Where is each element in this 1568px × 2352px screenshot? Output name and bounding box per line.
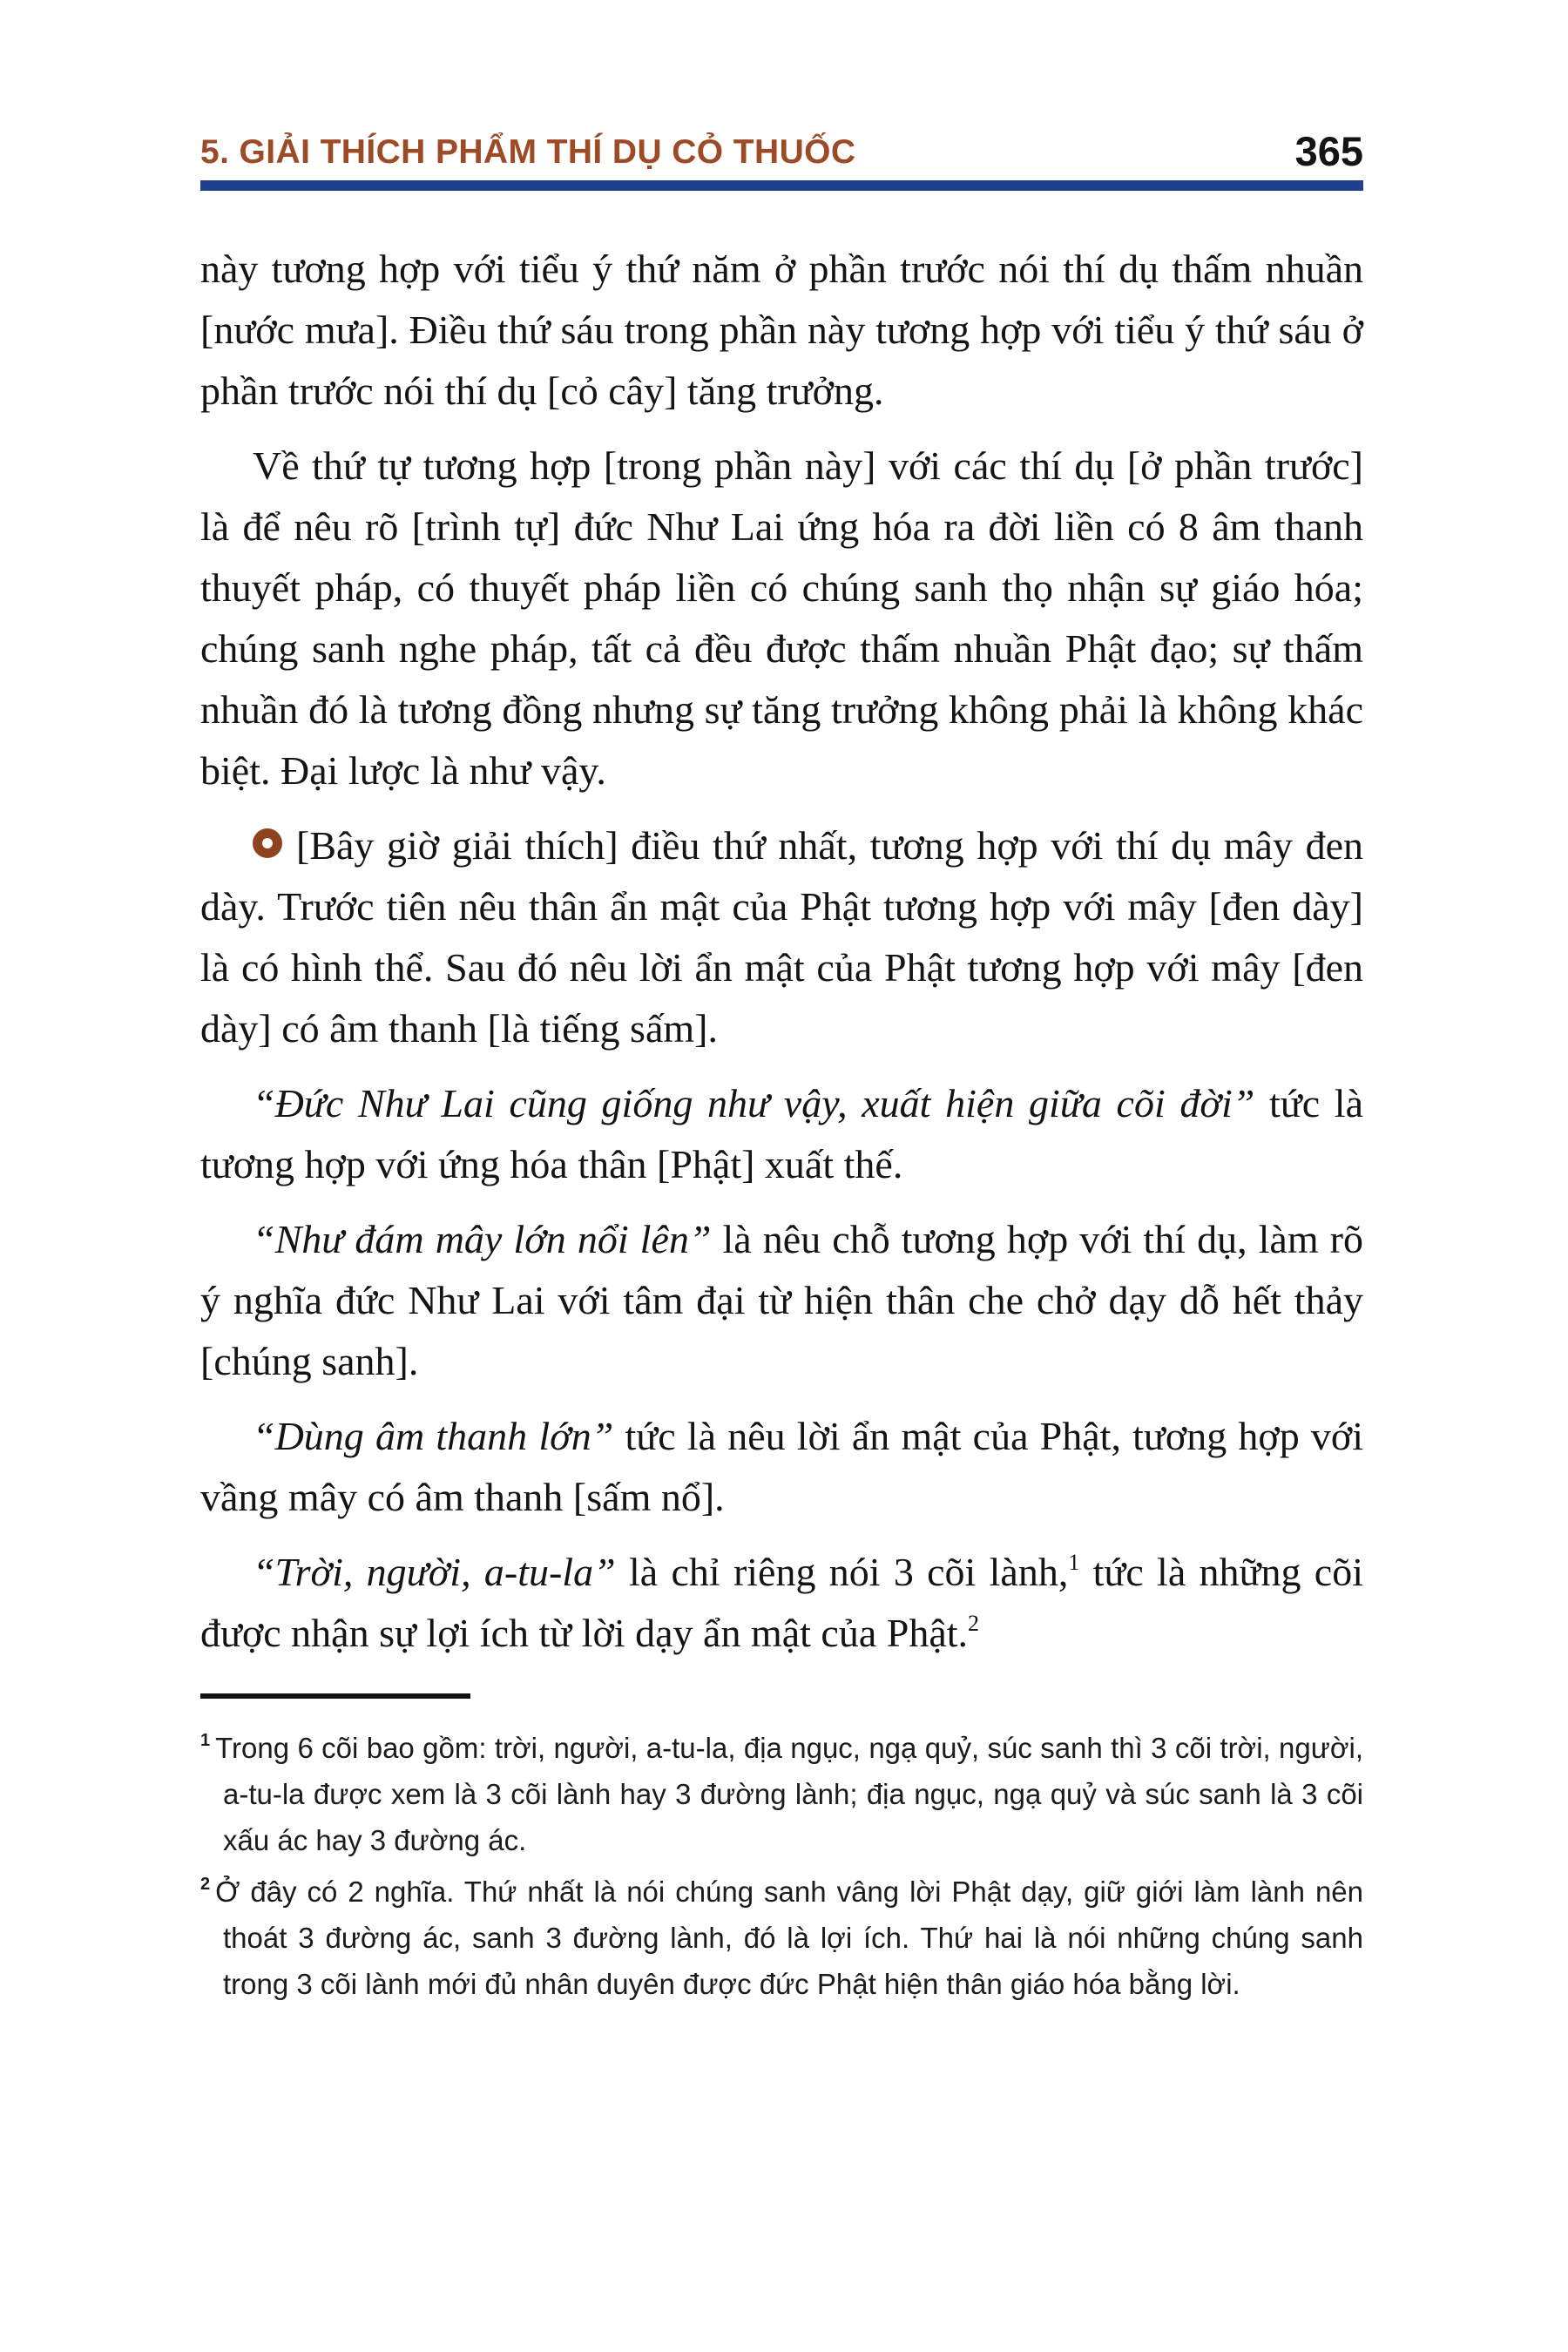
- footnote-separator-rule: [200, 1693, 470, 1699]
- quoted-phrase: “Như đám mây lớn nổi lên”: [253, 1217, 712, 1261]
- paragraph-text: này tương hợp với tiểu ý thứ năm ở phần trước nói thí dụ thấm nhuần [nước mưa]. Điều thứ sáu trong phần này tương hợp với tiểu ý thứ sáu ở phần trước nói thí dụ [cỏ cây] tăng trưởng.: [200, 247, 1363, 413]
- paragraph-text: tức là nêu lời ẩn mật của Phật, tương hợp với vầng mây có âm thanh [sấm nổ].: [200, 1414, 1364, 1519]
- header-rule-divider: [200, 180, 1363, 191]
- paragraph: [200, 436, 1363, 801]
- paragraph-text: tức là những cõi được nhận sự lợi ích từ lời dạy ẩn mật của Phật.: [200, 1550, 1363, 1655]
- footnote-text: Ở đây có 2 nghĩa. Thứ nhất là nói chúng sanh vâng lời Phật dạy, giữ giới làm lành nên thoát 3 đường ác, sanh 3 đường lành, đó là lợi ích. Thứ hai là nói những chúng sanh trong 3 cõi lành mới đủ nhân duyên được đức Phật hiện thân giáo hóa bằng lời.: [215, 1876, 1363, 2000]
- footnote-marker: 1: [200, 1731, 211, 1750]
- running-head: [200, 128, 1363, 174]
- paragraph-text: tức là tương hợp với ứng hóa thân [Phật] xuất thế.: [200, 1081, 1364, 1186]
- footnotes-section: [200, 1693, 1363, 2007]
- paragraph-text: [Bây giờ giải thích] điều thứ nhất, tương hợp với thí dụ mây đen dày. Trước tiên nêu thân ẩn mật của Phật tương hợp với mây [đen dày] là có hình thể. Sau đó nêu lời ẩn mật của Phật tương hợp với mây [đen dày] có âm thanh [là tiếng sấm].: [200, 823, 1363, 1051]
- footnote-reference: 1: [1068, 1549, 1080, 1575]
- footnote: [200, 1720, 1363, 1863]
- paragraph: [200, 815, 1363, 1059]
- footnote: [200, 1863, 1363, 2007]
- footnote-marker: 2: [200, 1875, 211, 1894]
- chapter-title: 5. GIẢI THÍCH PHẨM THÍ DỤ CỎ THUỐC: [200, 133, 856, 171]
- paragraph: [200, 1209, 1363, 1392]
- quoted-phrase: “Dùng âm thanh lớn”: [253, 1414, 614, 1458]
- quoted-phrase: “Trời, người, a-tu-la”: [253, 1550, 616, 1594]
- quoted-phrase: “Đức Như Lai cũng giống như vậy, xuất hiện giữa cõi đời”: [253, 1081, 1255, 1125]
- footnote-text: Trong 6 cõi bao gồm: trời, người, a-tu-la, địa ngục, ngạ quỷ, súc sanh thì 3 cõi trời, người, a-tu-la được xem là 3 cõi lành hay 3 đường lành; địa ngục, ngạ quỷ và súc sanh là 3 cõi xấu ác hay 3 đường ác.: [215, 1732, 1363, 1856]
- paragraph-text: là chỉ riêng nói 3 cõi lành,: [615, 1550, 1069, 1594]
- page-number: 365: [1294, 128, 1363, 174]
- paragraph: [200, 1406, 1363, 1528]
- paragraph: [200, 239, 1363, 422]
- paragraph-text: là nêu chỗ tương hợp với thí dụ, làm rõ ý nghĩa đức Như Lai với tâm đại từ hiện thân che chở dạy dỗ hết thảy [chúng sanh].: [200, 1217, 1363, 1383]
- paragraph: [200, 1073, 1363, 1195]
- ring-bullet-icon: [253, 828, 282, 858]
- footnote-reference: 2: [968, 1610, 980, 1636]
- paragraph: [200, 1542, 1363, 1664]
- body-text: [200, 239, 1363, 1664]
- paragraph-text: Về thứ tự tương hợp [trong phần này] với các thí dụ [ở phần trước] là để nêu rõ [trình tự] đức Như Lai ứng hóa ra đời liền có 8 âm thanh thuyết pháp, có thuyết pháp liền có chúng sanh thọ nhận sự giáo hóa; chúng sanh nghe pháp, tất cả đều được thấm nhuần Phật đạo; sự thấm nhuần đó là tương đồng nhưng sự tăng trưởng không phải là không khác biệt. Đại lược là như vậy.: [200, 443, 1363, 793]
